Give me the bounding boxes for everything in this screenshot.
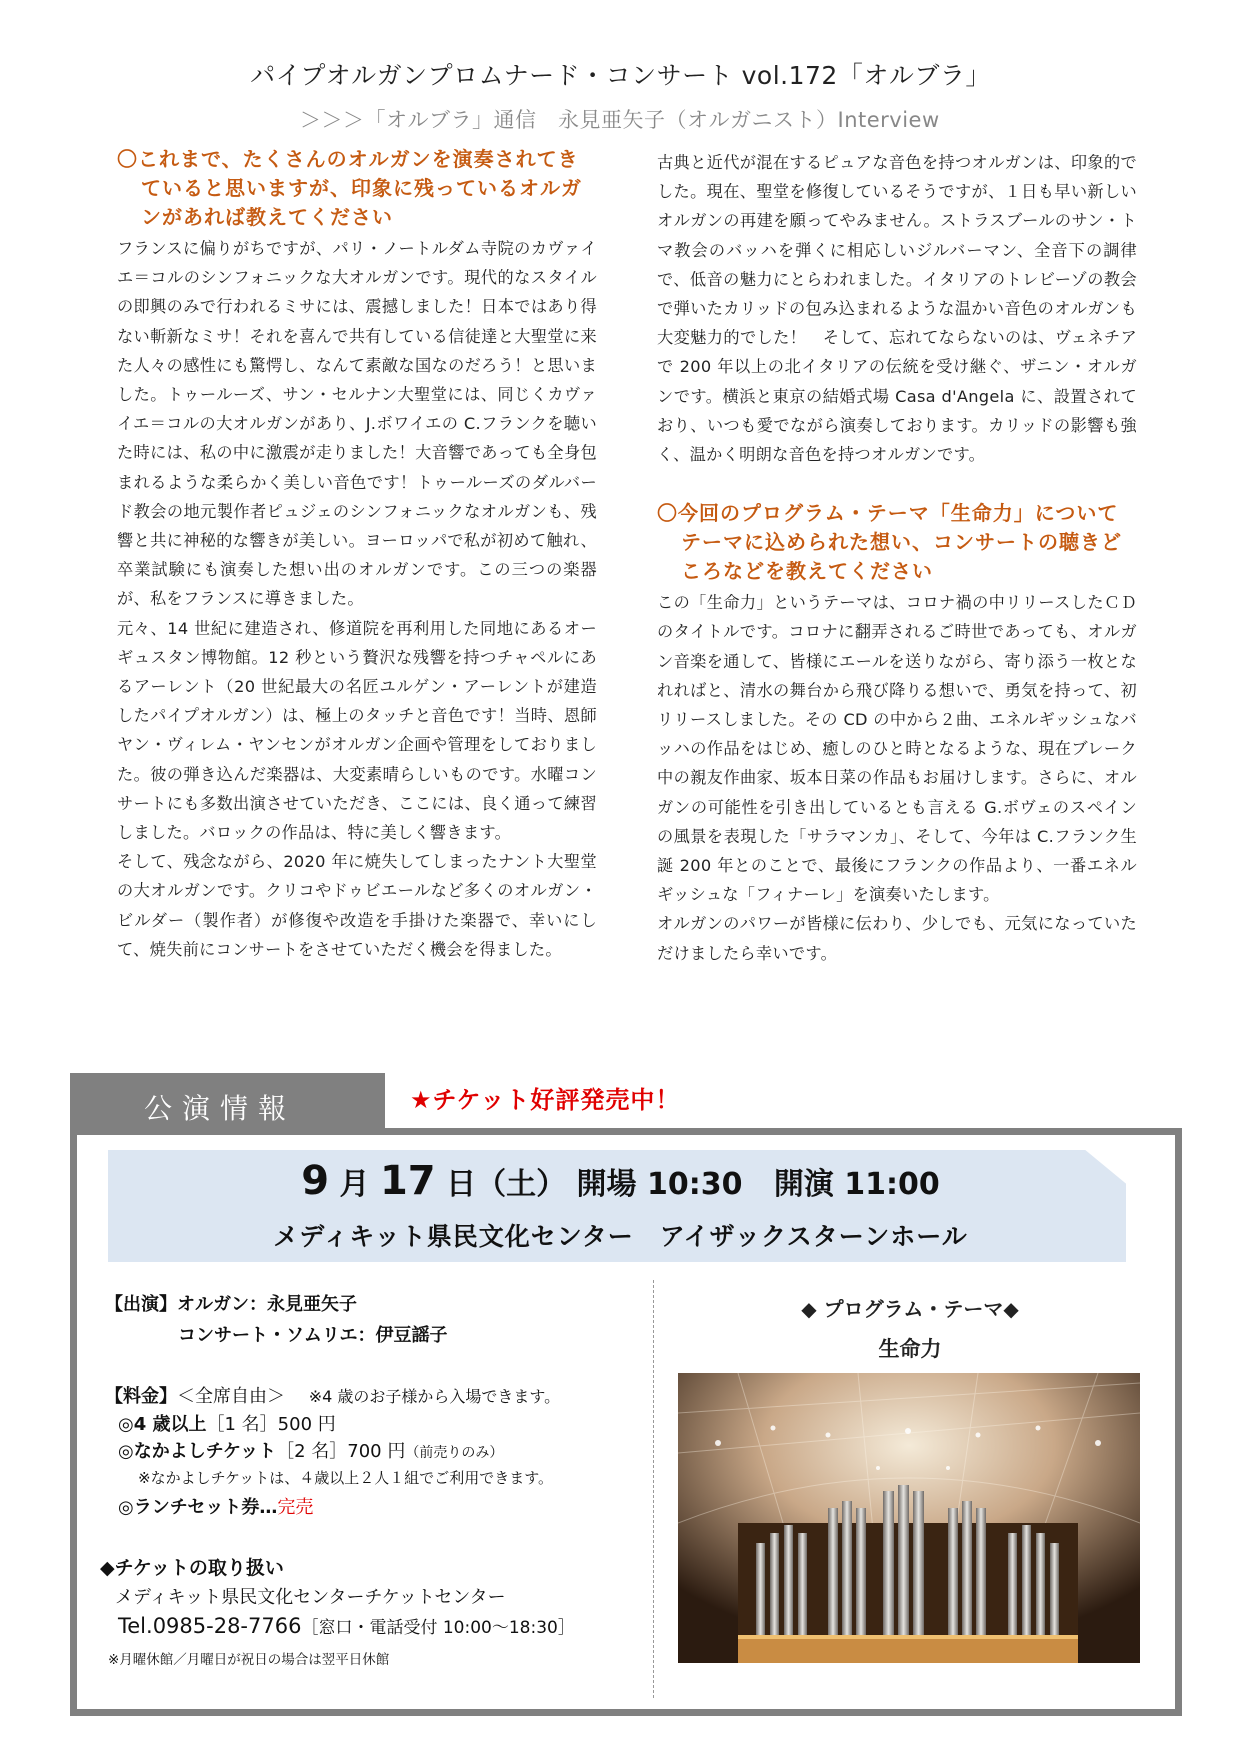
- ticket-phone: [118, 1613, 575, 1638]
- date-month: 9: [301, 1158, 330, 1204]
- fee-label: 【料金】: [105, 1386, 177, 1407]
- fee2-name: ◎なかよしチケット: [118, 1441, 277, 1462]
- open-label: 開場: [576, 1167, 637, 1202]
- ticket-handling-label: ◆チケットの取り扱い: [100, 1557, 284, 1579]
- answer-2-paragraph-1: この「生命力」というテーマは、コロナ禍の中リリースしたＣＤのタイトルです。コロナに翻弄されるご時世であっても、オルガン音楽を通して、皆様にエールを送りながら、寄り添う一枚となれればと、清水の舞台から飛び降りる想いで、勇気を持って、初リリースしました。その CD の中から２曲、エネルギッシュなバッハの作品をはじめ、癒しのひと時となるような、現在ブレーク中の親友作曲家、坂本日菜の作品もお届けします。さらに、オルガンの可能性を引き出しているとも言える G.ボヴェのスペインの風景を表現した「サラマンカ」、そして、今年は C.フランク生誕 200 年とのことで、最後にフランクの作品より、一番エネルギッシュな「フィナーレ」を演奏いたします。: [657, 593, 1137, 905]
- date-weekday: （土）: [476, 1167, 567, 1202]
- answer-1-paragraph-1: フランスに偏りがちですが、パリ・ノートルダム寺院のカヴァイエ＝コルのシンフォニックな大オルガンです。現代的なスタイルの即興のみで行われるミサには、震撼しました！日本ではあり得ない斬新なミサ！それを喜んで共有している信徒達と大聖堂に来た人々の感性にも驚愕し、なんて素敵な国なのだろう！と思いました。トゥールーズ、サン・セルナン大聖堂には、同じくカヴァイエ＝コルの大オルガンがあり、J.ボワイエの C.フランクを聴いた時には、私の中に激震が走りました！大音響であっても全身包まれるような柔らかく美しい音色です！トゥールーズのダルバード教会の地元製作者ピュジェのシンフォニックなオルガンも、残響と共に神秘的な響きが美しい。ヨーロッパで私が初めて触れ、卒業試験にも演奏した想い出のオルガンです。この三つの楽器が、私をフランスに導きました。: [117, 239, 597, 609]
- date-month-unit: 月: [339, 1167, 370, 1202]
- fee-item-2: [118, 1437, 503, 1463]
- answer-1-paragraph-2: 元々、14 世紀に建造され、修道院を再利用した同地にあるオーギュスタン博物館。12 秒という贅沢な残響を持つチャペルにあるアーレント（20 世紀最大の名匠ユルゲン・アーレントが建造したパイプオルガン）は、極上のタッチと音色です！当時、恩師ヤン・ヴィレム・ヤンセンがオルガン企画や管理をしておりました。彼の弾き込んだ楽器は、大変素晴らしいものです。水曜コンサートにも多数出演させていただき、ここには、良く通って練習しました。バロックの作品は、特に美しく響きます。: [117, 618, 597, 843]
- program-heading: ◆ プログラム・テーマ◆: [801, 1297, 1019, 1321]
- fee2-detail: ［2 名］700 円: [276, 1441, 406, 1462]
- fee-item-3: [118, 1493, 313, 1519]
- fee3-status: 完売: [277, 1497, 314, 1518]
- interview-right-column: [657, 148, 1137, 968]
- program-theme: 生命力: [878, 1337, 942, 1361]
- fee1-detail: ［1 名］500 円: [206, 1414, 336, 1435]
- start-label: 開演: [773, 1167, 834, 1202]
- fee-line: [105, 1382, 560, 1408]
- fee1-name: ◎4 歳以上: [118, 1414, 207, 1435]
- performance-date: [0, 1158, 1241, 1204]
- ticket-center: メディキット県民文化センターチケットセンター: [115, 1587, 506, 1608]
- closed-note: ※月曜休館／月曜日が祝日の場合は翌平日休館: [108, 1652, 390, 1668]
- cast-organ: オルガン：永見亜矢子: [177, 1294, 357, 1315]
- venue-name: メディキット県民文化センター アイザックスターンホール: [273, 1222, 968, 1251]
- open-time: 10:30: [646, 1167, 743, 1202]
- tel-hours: ［窓口・電話受付 10:00～18:30］: [301, 1618, 575, 1638]
- cast-line-1: [105, 1290, 357, 1316]
- answer-1-paragraph-3: そして、残念ながら、2020 年に焼失してしまったナント大聖堂の大オルガンです。クリコやドゥビエールなど多くのオルガン・ビルダー（製作者）が修復や改造を手掛けた楽器で、幸いにして、焼失前にコンサートをさせていただく機会を得ました。: [117, 852, 597, 959]
- fee2-note: （前売りのみ）: [405, 1445, 504, 1461]
- column-divider: [653, 1280, 654, 1698]
- date-day-unit: 日: [446, 1167, 477, 1202]
- interview-left-column: [117, 145, 597, 964]
- fee-item-1: [118, 1410, 336, 1436]
- start-time: 11:00: [844, 1167, 940, 1202]
- fee-note: ※4 歳のお子様から入場できます。: [308, 1387, 561, 1406]
- page-subtitle: ＞＞＞「オルブラ」通信 永見亜矢子（オルガニスト）Interview: [300, 108, 940, 132]
- answer-2-paragraph-2: オルガンのパワーが皆様に伝わり、少しでも、元気になっていただけましたら幸いです。: [657, 914, 1137, 963]
- fee3-name: ◎ランチセット券…: [118, 1497, 278, 1518]
- fee-seating: ＜全席自由＞: [177, 1386, 285, 1407]
- cast-label: 【出演】: [105, 1294, 177, 1315]
- ticket-sale-notice: ★チケット好評発売中！: [410, 1086, 681, 1114]
- question-2: 〇今回のプログラム・テーマ「生命力」についてテーマに込められた想い、コンサートの聴きどころなどを教えてください: [657, 501, 1122, 584]
- page-title: パイプオルガンプロムナード・コンサート vol.172「オルブラ」: [250, 61, 991, 90]
- answer-1-paragraph-4: 古典と近代が混在するピュアな音色を持つオルガンは、印象的でした。現在、聖堂を修復しているそうですが、１日も早い新しいオルガンの再建を願ってやみません。ストラスブールのサン・トマ教会のバッハを弾くに相応しいジルバーマン、全音下の調律で、低音の魅力にとらわれました。イタリアのトレビーゾの教会で弾いたカリッドの包み込まれるような温かい音色のオルガンも大変魅力的でした！ そして、忘れてならないのは、ヴェネチアで 200 年以上の北イタリアの伝統を受け継ぐ、ザニン・オルガンです。横浜と東京の結婚式場 Casa d'Angela に、設置されており、いつも愛でながら演奏しております。カリッドの影響も強く、温かく明朗な音色を持つオルガンです。: [657, 153, 1137, 465]
- performance-info-tab: 公演情報: [70, 1073, 385, 1131]
- date-day: 17: [379, 1158, 436, 1204]
- fee2-sub-note: ※なかよしチケットは、４歳以上２人１組でご利用できます。: [138, 1469, 554, 1487]
- tel-number: Tel.0985-28-7766: [118, 1614, 302, 1638]
- pipe-organ-photo: [678, 1373, 1140, 1663]
- question-1: 〇これまで、たくさんのオルガンを演奏されてきていると思いますが、印象に残っているオルガンがあれば教えてください: [117, 147, 582, 229]
- cast-sommelier: コンサート・ソムリエ：伊豆謡子: [178, 1325, 448, 1346]
